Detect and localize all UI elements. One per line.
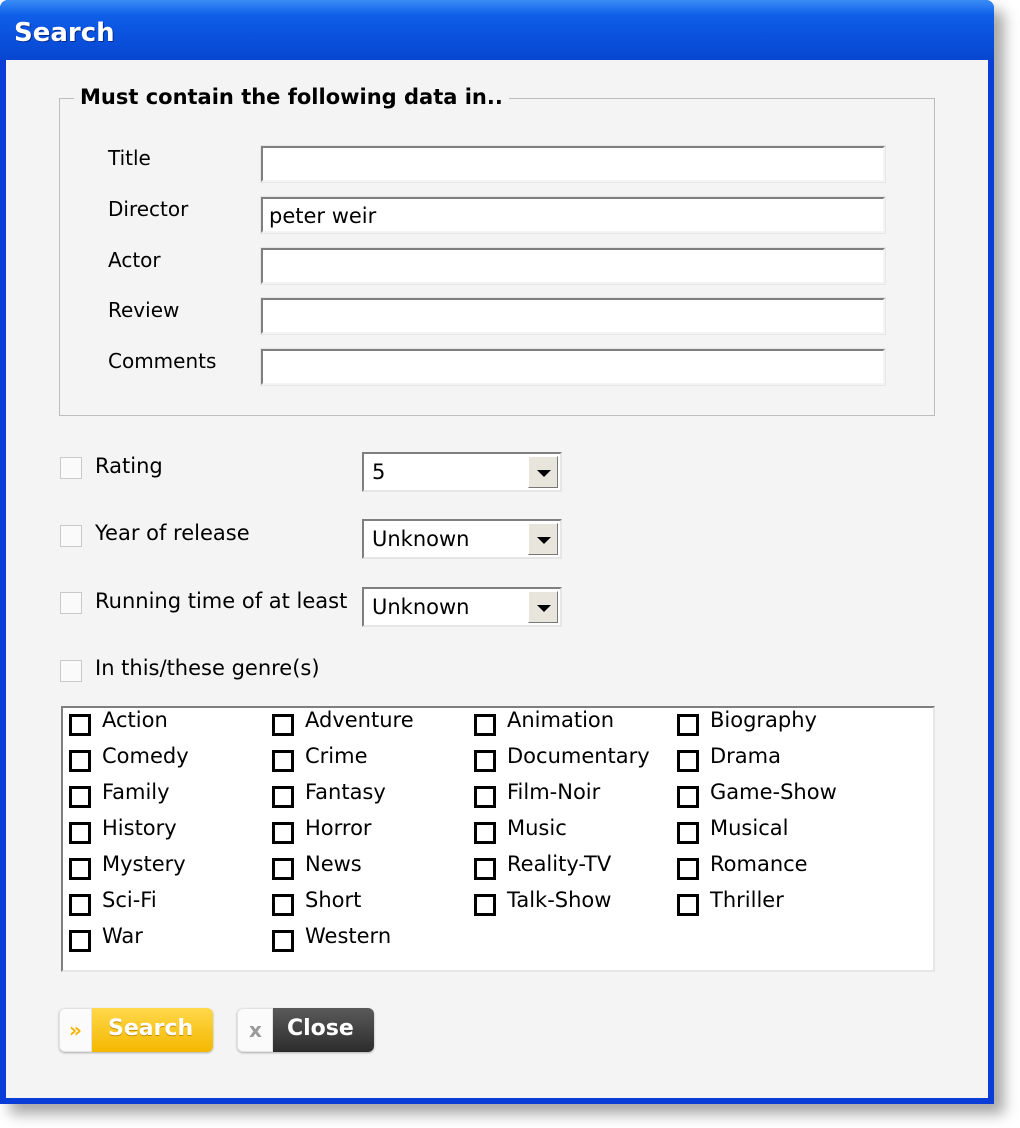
genre-item-checkbox[interactable] — [272, 894, 294, 916]
genre-item-checkbox[interactable] — [474, 822, 496, 844]
genre-item-label: Biography — [710, 708, 817, 732]
year-select[interactable] — [362, 519, 562, 559]
genre-item-checkbox[interactable] — [677, 786, 699, 808]
genre-item-checkbox[interactable] — [69, 750, 91, 772]
close-button-label: Close — [287, 1016, 354, 1041]
genre-item-checkbox[interactable] — [677, 858, 699, 880]
close-button[interactable] — [237, 1008, 374, 1052]
genre-item-label: Game-Show — [710, 780, 837, 804]
genre-item-checkbox[interactable] — [272, 714, 294, 736]
genre-item-checkbox[interactable] — [69, 858, 91, 880]
year-label: Year of release — [95, 521, 250, 545]
genre-item-checkbox[interactable] — [69, 822, 91, 844]
comments-input[interactable] — [261, 349, 885, 385]
search-button-label: Search — [108, 1016, 194, 1041]
genre-item-checkbox[interactable] — [677, 822, 699, 844]
search-cap — [59, 1008, 92, 1052]
genre-item-label: Fantasy — [305, 780, 386, 804]
genre-item-label: Film-Noir — [507, 780, 601, 804]
running-time-checkbox[interactable] — [60, 592, 82, 614]
search-button[interactable] — [59, 1008, 213, 1052]
double-chevron-right-icon: » — [69, 1018, 82, 1042]
genre-item-checkbox[interactable] — [677, 750, 699, 772]
genre-item-label: History — [102, 816, 177, 840]
rating-select[interactable] — [362, 452, 562, 492]
year-select-value: Unknown — [372, 527, 470, 551]
title-input[interactable] — [261, 146, 885, 182]
year-checkbox[interactable] — [60, 525, 82, 547]
title-bar[interactable] — [0, 0, 994, 60]
genre-item-checkbox[interactable] — [69, 894, 91, 916]
close-cap — [237, 1008, 273, 1052]
actor-label: Actor — [108, 248, 161, 272]
genre-item-label: Comedy — [102, 744, 189, 768]
must-contain-group — [59, 85, 935, 416]
genre-item-label: Horror — [305, 816, 372, 840]
genre-item-label: Animation — [507, 708, 615, 732]
comments-label: Comments — [108, 349, 217, 373]
running-time-select-value: Unknown — [372, 595, 470, 619]
director-label: Director — [108, 197, 189, 221]
genre-item-checkbox[interactable] — [474, 786, 496, 808]
chevron-down-icon[interactable] — [528, 523, 558, 555]
genre-item-label: Drama — [710, 744, 781, 768]
genre-label: In this/these genre(s) — [95, 656, 320, 680]
actor-input[interactable] — [261, 248, 885, 284]
close-body — [273, 1008, 374, 1052]
window-content — [6, 60, 988, 1098]
rating-checkbox[interactable] — [60, 457, 82, 479]
genre-item-label: Crime — [305, 744, 368, 768]
genre-item-checkbox[interactable] — [474, 750, 496, 772]
genre-item-checkbox[interactable] — [272, 750, 294, 772]
genre-item-label: Music — [507, 816, 567, 840]
genre-item-checkbox[interactable] — [69, 786, 91, 808]
genre-item-checkbox[interactable] — [474, 894, 496, 916]
genre-item-checkbox[interactable] — [474, 714, 496, 736]
genre-item-checkbox[interactable] — [272, 822, 294, 844]
review-input[interactable] — [261, 298, 885, 334]
rating-select-value: 5 — [372, 460, 386, 484]
chevron-down-icon[interactable] — [528, 456, 558, 488]
genre-item-checkbox[interactable] — [474, 858, 496, 880]
genre-item-checkbox[interactable] — [272, 786, 294, 808]
genre-item-checkbox[interactable] — [677, 714, 699, 736]
must-contain-legend: Must contain the following data in.. — [74, 85, 509, 109]
genre-item-checkbox[interactable] — [69, 930, 91, 952]
genre-item-checkbox[interactable] — [69, 714, 91, 736]
genre-item-label: News — [305, 852, 362, 876]
genre-item-label: Romance — [710, 852, 808, 876]
running-time-select[interactable] — [362, 587, 562, 627]
genre-item-label: Short — [305, 888, 362, 912]
genre-item-checkbox[interactable] — [272, 858, 294, 880]
genre-item-label: Family — [102, 780, 170, 804]
genre-item-label: Sci-Fi — [102, 888, 157, 912]
search-body — [92, 1008, 213, 1052]
genre-checkbox[interactable] — [60, 660, 82, 682]
director-input[interactable]: peter weir — [261, 197, 885, 233]
close-icon: x — [249, 1018, 262, 1042]
genre-item-label: Western — [305, 924, 392, 948]
genre-item-label: Action — [102, 708, 168, 732]
genre-item-label: Reality-TV — [507, 852, 612, 876]
chevron-down-icon[interactable] — [528, 591, 558, 623]
rating-label: Rating — [95, 454, 163, 478]
title-label: Title — [108, 146, 151, 170]
genre-item-checkbox[interactable] — [677, 894, 699, 916]
genre-item-checkbox[interactable] — [272, 930, 294, 952]
review-label: Review — [108, 298, 180, 322]
genre-item-label: Adventure — [305, 708, 414, 732]
window-title: Search — [14, 18, 115, 48]
genre-item-label: Talk-Show — [507, 888, 612, 912]
genre-list — [61, 706, 935, 972]
genre-item-label: Documentary — [507, 744, 650, 768]
genre-item-label: War — [102, 924, 143, 948]
genre-item-label: Musical — [710, 816, 789, 840]
genre-item-label: Thriller — [710, 888, 784, 912]
genre-item-label: Mystery — [102, 852, 186, 876]
running-time-label: Running time of at least — [95, 589, 348, 613]
